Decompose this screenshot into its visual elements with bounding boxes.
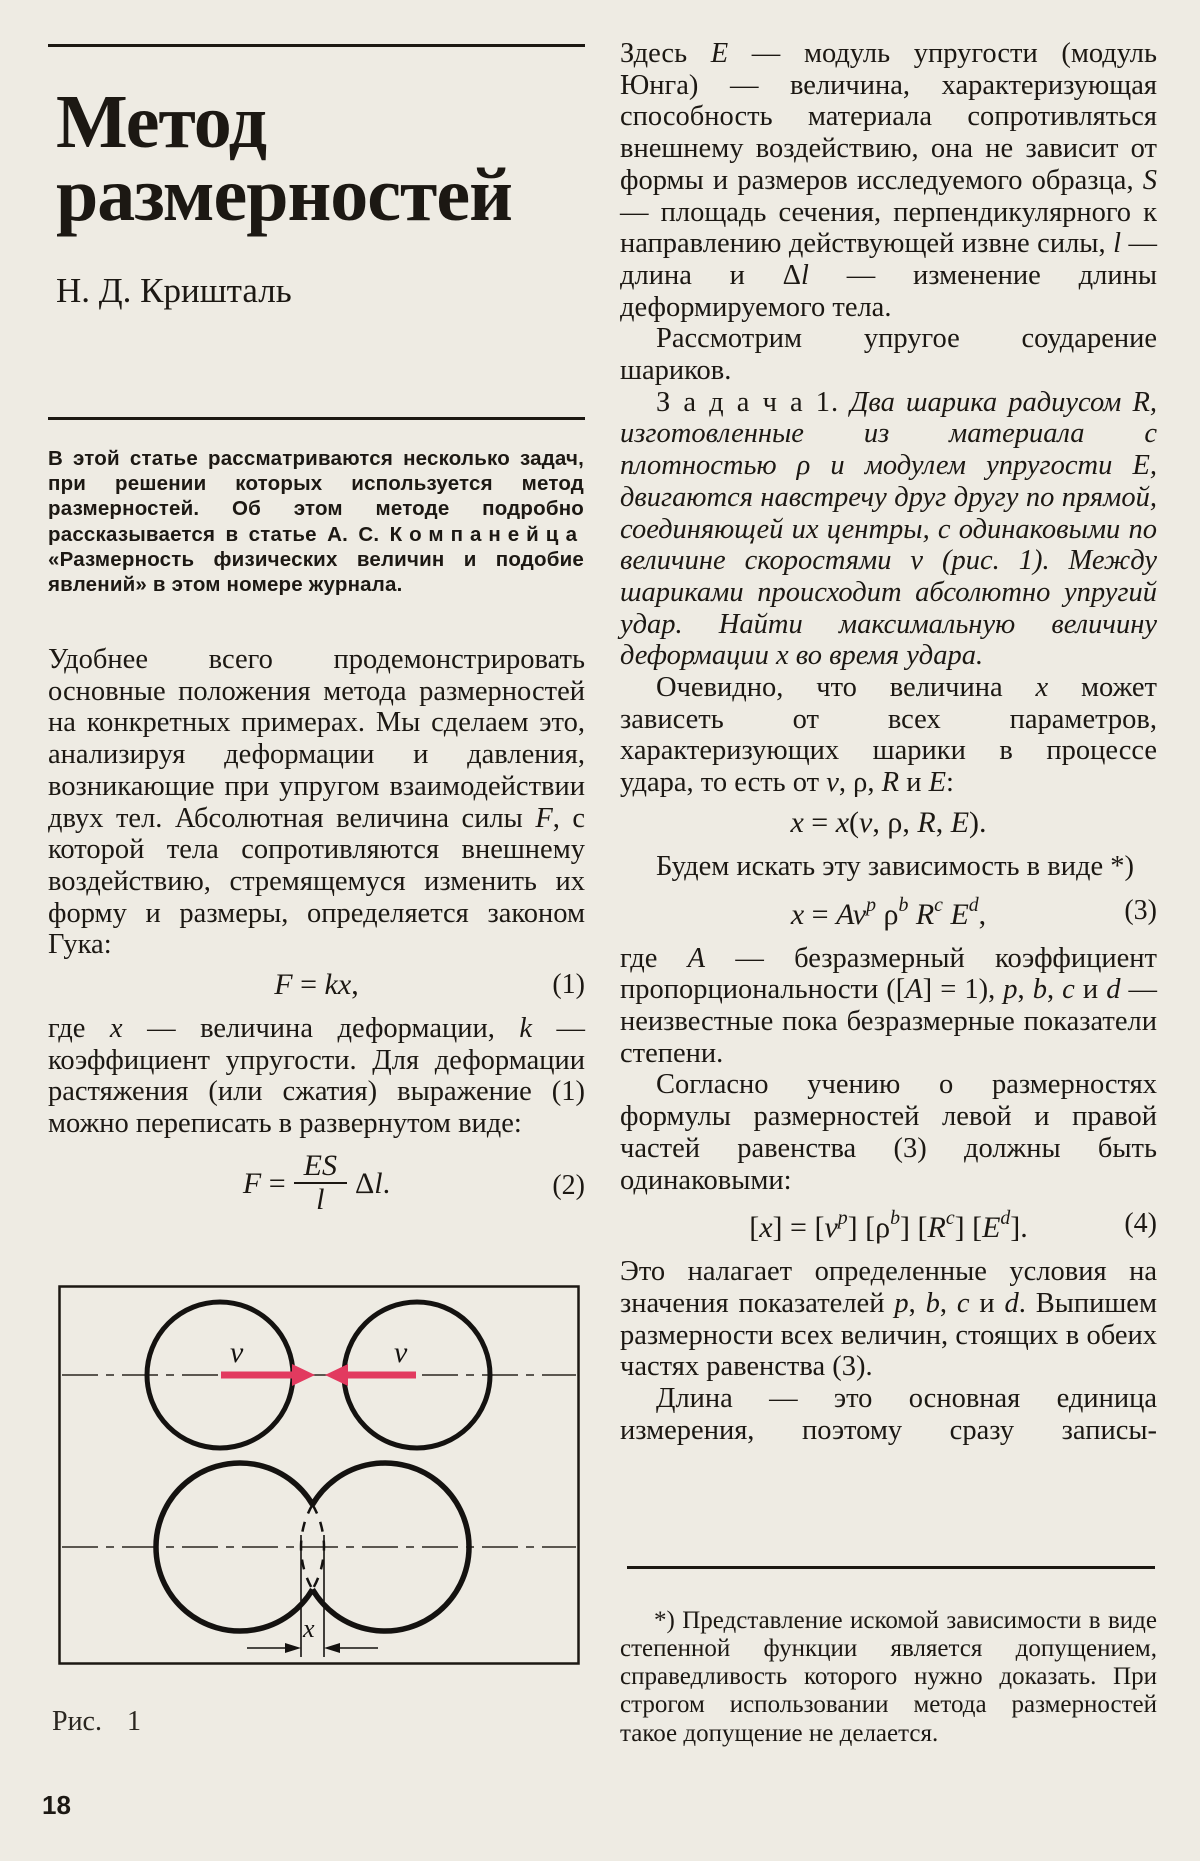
figure-caption: Рис. 1: [52, 1706, 141, 1737]
paragraph-length-unit: Длина — это основная единица измерения, поэтому сразу записы-: [620, 1383, 1157, 1446]
author-name: Н. Д. Кришталь: [56, 271, 292, 310]
equation-x-body: x = x(v, ρ, R, E).: [790, 805, 987, 839]
velocity-label-left: v: [230, 1336, 244, 1369]
right-column: [620, 38, 1157, 1446]
velocity-arrow-right-head: [325, 1364, 348, 1386]
equation-1-body: F = kx,: [274, 968, 359, 1002]
paragraph-deformation: где x — величина деформации, k — коэффициент упругости. Для деформации растяжения (или сжатия) выражение (1) можно переписать в развернутом виде:: [48, 1013, 586, 1140]
dimension-arrows: [247, 1643, 378, 1653]
paragraph-collision-intro: Рассмотрим упругое соударение шариков.: [620, 323, 1157, 387]
velocity-label-right: v: [394, 1336, 408, 1369]
equation-1-number: (1): [552, 969, 585, 1001]
paragraph-young-modulus: Здесь E — модуль упругости (модуль Юнга) — величина, характеризующая способность материала сопротивляться внешнему воздействию, она не зависит от формы и размеров исследуемого образца, S — площадь сечения, перпендикулярного к направлению действующей извне силы, l — длина и Δl — изменение длины деформируемого тела.: [620, 38, 1158, 323]
figure-1-drawing: [58, 1285, 580, 1665]
equation-2: [48, 1150, 585, 1222]
velocity-arrow-left-head: [292, 1364, 315, 1386]
title-line-2: размерностей: [56, 153, 512, 237]
article-title: [56, 80, 512, 237]
equation-3-number: (3): [1124, 894, 1157, 926]
equation-4-number: (4): [1124, 1208, 1157, 1240]
dimension-arrow-left-head: [285, 1643, 301, 1653]
task-text: Два шарика радиусом R, изготовленные из материала с плотностью ρ и модулем упругости E, двигаются навстречу друг другу по прямой, соединяющей их центры, с одинаковыми по величине скоростями v (рис. 1). Между шариками происходит абсолютно упругий удар. Найти максимальную величину деформации x во время удара.: [620, 386, 1158, 672]
deformation-label: x: [303, 1614, 315, 1643]
fraction-denominator: l: [316, 1183, 325, 1217]
equation-4: [620, 1200, 1157, 1248]
task-label: З а д а ч а 1.: [656, 386, 840, 418]
equation-3: [620, 887, 1157, 935]
page-number: 18: [42, 1790, 71, 1820]
fraction: [294, 1150, 347, 1216]
equation-2-rhs: Δl.: [354, 1166, 391, 1200]
equation-x-function: [620, 803, 1157, 843]
footnote-block: [620, 1566, 1157, 1748]
paragraph-conditions: Это налагает определенные условия на значения показателей p, b, c и d. Выпишем размерности всех величин, стоящих в обеих частях равенства (3).: [620, 1256, 1157, 1383]
footnote-rule: [627, 1566, 1155, 1569]
figure-1: [58, 1285, 580, 1665]
paragraph-seek-form: Будем искать эту зависимость в виде *): [656, 850, 1134, 882]
footnote: *) Представление искомой зависимости в виде степенной функции является допущением, справедливость которого нужно доказать. При строгом использовании метода размерностей такое допущение не делается.: [620, 1606, 1157, 1747]
section-rule: [48, 417, 585, 420]
paragraph-task-1: [620, 387, 1157, 672]
title-line-1: Метод: [56, 80, 267, 164]
paragraph-hooke-intro: Удобнее всего продемонстрировать основные положения метода размерностей на конкретных примерах. Мы сделаем это, анализируя деформации и давления, возникающие при упругом взаимодействии двух тел. Абсолютная величина силы F, с которой тела сопротивляются внешнему воздействию, стремящемуся изменить их форму и размеры, определяется законом Гука:: [48, 644, 585, 961]
top-rule: [48, 44, 585, 47]
equation-3-body: $x = Av^p$ $\rho^b$ $R^c$ $E^d$,: [790, 893, 987, 931]
paragraph-coefficient: где A — безразмерный коэффициент пропорциональности ([A] = 1), p, b, c и d — неизвестные пока безразмерные показатели степени.: [620, 942, 1157, 1069]
lead-paragraph: В этой статье рассматриваются несколько задач, при решении которых используется метод размерностей. Об этом методе подробно рассказывается в статье А. С. Компанейца «Размерность физических величин и подобие явлений» в этом номере журнала.: [48, 447, 584, 597]
fraction-numerator: ES: [294, 1150, 347, 1185]
left-column: [48, 644, 585, 1234]
paragraph-parameters: Очевидно, что величина x может зависеть от всех параметров, характеризующих шарики в процессе удара, то есть от v, ρ, R и E:: [620, 672, 1157, 799]
paragraph-dimensions-rule: Согласно учению о размерностях формулы размерностей левой и правой частей равенства (3) должны быть одинаковыми:: [620, 1069, 1157, 1196]
equation-2-lhs: F =: [242, 1166, 286, 1200]
equation-4-body: $[x] = [v^p]$ $[\rho^b]$ $[R^c]$ $[E^d]$.: [749, 1207, 1028, 1245]
equation-2-number: (2): [552, 1169, 585, 1201]
equation-1: [48, 965, 585, 1005]
dimension-arrow-right-head: [324, 1643, 340, 1653]
figure-box: [60, 1287, 579, 1664]
